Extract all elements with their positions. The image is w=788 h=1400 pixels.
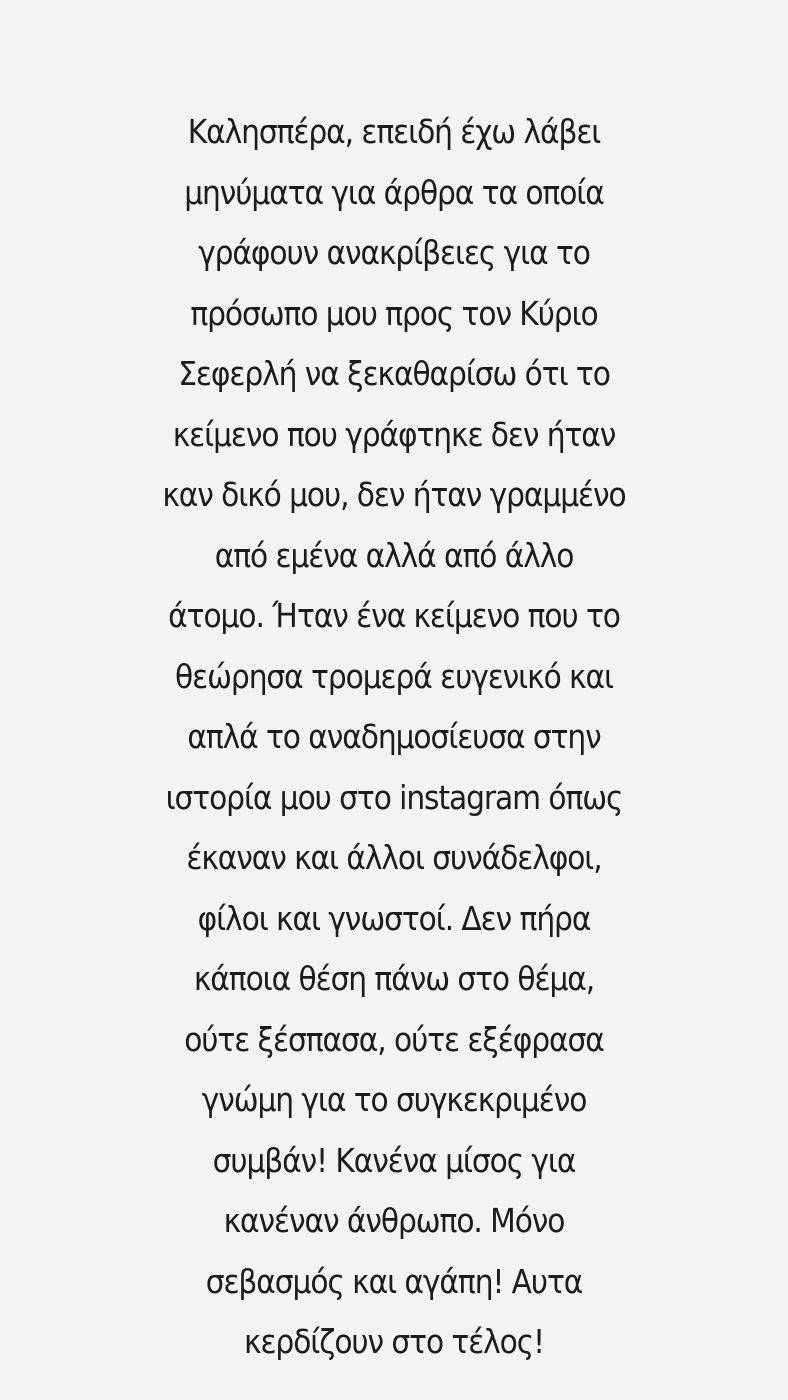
story-line: γράφουν ανακρίβειες για το (198, 233, 590, 272)
story-line: σεβασμός και αγάπη! Αυτα (205, 1261, 583, 1301)
story-line: καν δικό μου, δεν ήταν γραμμένο (162, 475, 626, 514)
story-line: άτομο. Ήταν ένα κείμενο που το (168, 596, 620, 635)
story-line: Σεφερλή να ξεκαθαρίσω ότι το (178, 354, 610, 393)
story-line: κανέναν άνθρωπο. Μόνο (223, 1201, 565, 1240)
story-line: έκαναν και άλλοι συνάδελφοι, (186, 838, 602, 877)
story-text (39, 102, 748, 1373)
story-line: φίλοι και γνωστοί. Δεν πήρα (197, 898, 591, 938)
story-line: κερδίζουν στο τέλος! (244, 1322, 544, 1361)
story-line: Καλησπέρα, επειδή έχω λάβει (187, 112, 601, 151)
story-line: θεώρησα τρομερά ευγενικό και (175, 656, 613, 696)
story-line: κείμενο που γράφτηκε δεν ήταν (172, 414, 616, 454)
story-line: γνώμη για το συγκεκριμένο (201, 1080, 587, 1119)
story-line: μηνύματα για άρθρα τα οποία (184, 172, 604, 212)
story-line: ούτε ξέσπασα, ούτε εξέφρασα (184, 1019, 604, 1059)
story-line: πρόσωπο μου προς τον Κύριο (190, 293, 598, 333)
story-line: κάποια θέση πάνω στο θέμα, (193, 959, 595, 998)
story-line: απλά το αναδημοσίευσα στην (187, 717, 601, 756)
story-line: από εμένα αλλά από άλλο (214, 535, 574, 575)
story-line: ιστορία μου στο instagram όπως (165, 777, 623, 817)
story-line: συμβάν! Κανένα μίσος για (212, 1140, 576, 1180)
